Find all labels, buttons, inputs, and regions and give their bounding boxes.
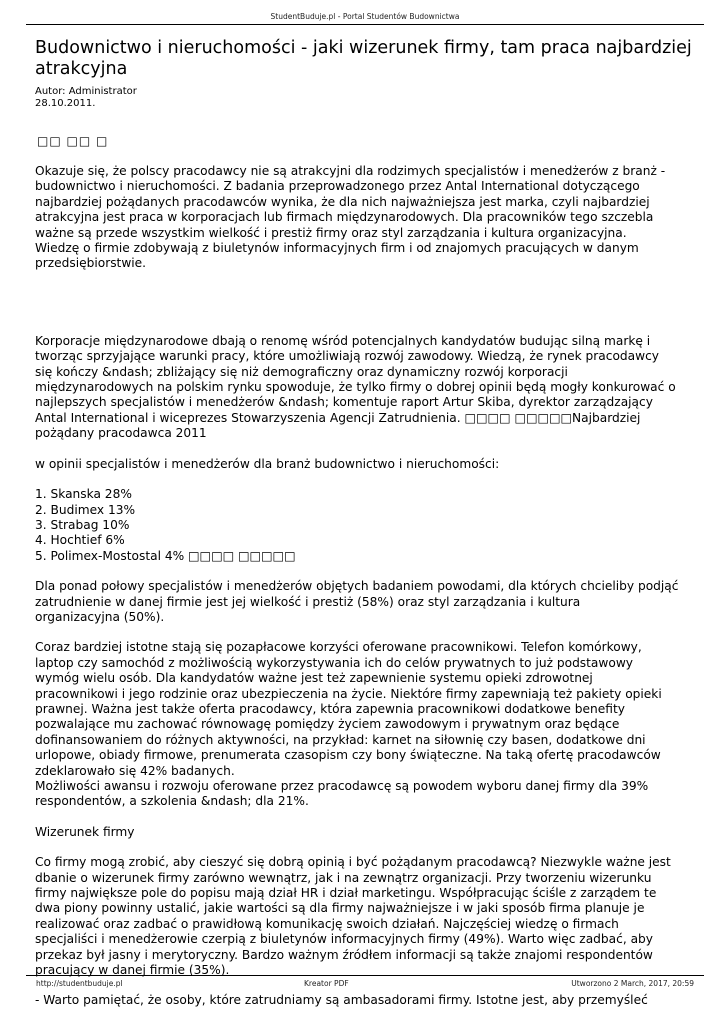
text-line: - Warto pamiętać, że osoby, które zatrudniamy są ambasadorami firmy. Istotne jest, aby przemyśleć bbox=[35, 993, 648, 1008]
spacer bbox=[35, 840, 695, 855]
text-line: dofinansowaniem do różnych aktywności, na przykład: karnet na siłownię czy basen, dodatkowe dni bbox=[35, 732, 646, 747]
text-line: najbardziej pożądanych pracodawców wynika, że dla nich najważniejsza jest marka, czyli najbardziej bbox=[35, 194, 650, 209]
ranking-item: 2. Budimex 13% bbox=[35, 502, 136, 517]
text-line: atrakcyjna jest praca w korporacjach lub firmach międzynarodowych. Dla pracowników tego szczebla bbox=[35, 210, 654, 225]
spacer bbox=[35, 272, 695, 334]
text-line: pozwalające mu zachować równowagę pomiędzy życiem zawodowym i prywatnym oraz będące bbox=[35, 717, 620, 732]
text-line: przedsiębiorstwie. bbox=[35, 256, 147, 271]
text-line: Możliwości awansu i rozwoju oferowane przez pracodawcę są powodem wyboru danej firmy dla 39% bbox=[35, 779, 649, 793]
text-line: dwa piony powinny ustalić, jakie wartości są dla firmy najważniejsze i w jaki sposób firma planuje je bbox=[35, 901, 645, 916]
publish-date: 28.10.2011. bbox=[35, 98, 96, 109]
text-line: prawnej. Ważna jest także oferta pracodawcy, która zapewnia pracownikowi dodatkowe benefity bbox=[35, 701, 625, 716]
missing-glyph-boxes: □□ □□ □ bbox=[37, 134, 109, 148]
text-line: organizacyjna (50%). bbox=[35, 609, 165, 624]
page-footer bbox=[26, 975, 704, 988]
text-line: Antal International i wiceprezes Stowarzyszenia Agencji Zatrudnienia. □□□□ □□□□□Najbardziej bbox=[35, 410, 641, 425]
spacer bbox=[35, 810, 695, 825]
article-title: Budownictwo i nieruchomości - jaki wizerunek firmy, tam praca najbardziej atrakcyjna bbox=[35, 38, 692, 79]
text-line: zdeklarowało się 42% badanych. bbox=[35, 763, 235, 778]
ranking-item: 5. Polimex-Mostostal 4% □□□□ □□□□□ bbox=[35, 548, 296, 563]
spacer bbox=[35, 472, 695, 487]
author: Autor: Administrator bbox=[35, 86, 137, 97]
article-meta bbox=[35, 86, 137, 110]
text-line: dbanie o wizerunek firmy zarówno wewnątrz, jak i na zewnątrz organizacji. Przy tworzeniu wizerunku bbox=[35, 870, 652, 885]
section-heading: Wizerunek firmy bbox=[35, 824, 135, 839]
text-line: Co firmy mogą zrobić, aby cieszyć się dobrą opinią i być pożądanym pracodawcą? Niezwykle ważne jest bbox=[35, 855, 671, 870]
spacer bbox=[35, 442, 695, 457]
footer-url[interactable]: http://studentbuduje.pl bbox=[36, 979, 123, 988]
spacer bbox=[35, 625, 695, 640]
text-line: pracujący w danej firmie (35%). bbox=[35, 963, 230, 978]
text-line: się kończy &ndash; zbliżający się niż demograficzny oraz dynamiczny rozwój korporacji bbox=[35, 364, 568, 379]
text-line: Korporacje międzynarodowe dbają o renomę wśród potencjalnych kandydatów budując silną markę i bbox=[35, 333, 651, 348]
text-line: zatrudnienie w danej firmie jest jej wielkość i prestiż (58%) oraz styl zarządzania i kultura bbox=[35, 594, 581, 609]
ranking-item: 1. Skanska 28% bbox=[35, 487, 132, 502]
text-line: wymóg wielu osób. Dla kandydatów ważne jest też zapewnienie systemu opieki zdrowotnej bbox=[35, 671, 593, 686]
text-line: przekaz był jasny i merytoryczny. Bardzo ważnym źródłem informacji są także znajomi respondentów bbox=[35, 947, 653, 962]
text-line: laptop czy samochód z możliwością wykorzystywania ich do celów prywatnych to już podstawowy bbox=[35, 655, 634, 670]
text-line: Wiedzę o firmie zdobywają z biuletynów informacyjnych firm i od znajomych pracujących w danym bbox=[35, 241, 639, 256]
spacer bbox=[35, 564, 695, 579]
text-line: Coraz bardziej istotne stają się pozapłacowe korzyści oferowane pracownikowi. Telefon komórkowy, bbox=[35, 640, 642, 655]
text-line: realizować oraz zadbać o prawidłową komunikację swoich działań. Najczęściej wiedzę o firmach bbox=[35, 916, 619, 931]
text-line: Okazuje się, że polscy pracodawcy nie są atrakcyjni dla rodzimych specjalistów i menedżerów z branż - bbox=[35, 164, 666, 178]
text-line: najlepszych specjalistów i menedżerów &ndash; komentuje raport Artur Skiba, dyrektor zarządzający bbox=[35, 395, 653, 410]
text-line: tworząc sprzyjające warunki pracy, które umożliwiają rozwój zawodowy. Wiedzą, że rynek pracodawcy bbox=[35, 349, 659, 364]
text-line: firmy największe pole do popisu mają dział HR i dział marketingu. Współpracując ściśle z zarządem te bbox=[35, 886, 657, 901]
text-line: specjaliści i menedżerowie czerpią z biuletynów informacyjnych firmy (49%). Warto więc zadbać, aby bbox=[35, 932, 653, 947]
text-line: Dla ponad połowy specjalistów i menedżerów objętych badaniem powodami, dla których chcieliby podjąć bbox=[35, 579, 679, 594]
site-title: StudentBuduje.pl - Portal Studentów Budownictwa bbox=[270, 12, 460, 21]
ranking-item: 4. Hochtief 6% bbox=[35, 533, 125, 548]
text-line: budownictwo i nieruchomości. Z badania przeprowadzonego przez Antal International dotyczącego bbox=[35, 179, 640, 194]
text-line: pożądany pracodawca 2011 bbox=[35, 426, 207, 441]
text-line: urlopowe, obiady firmowe, prenumerata czasopism czy bony świąteczne. Na taką ofertę pracodawców bbox=[35, 748, 661, 763]
text-line: międzynarodowych na polskim rynku spowoduje, że tylko firmy o dobrej opinii będą mogły konkurować o bbox=[35, 380, 676, 395]
text-line: w opinii specjalistów i menedżerów dla branż budownictwo i nieruchomości: bbox=[35, 456, 500, 471]
ranking-item: 3. Strabag 10% bbox=[35, 517, 130, 532]
text-line: ważne są przede wszystkim wielkość i prestiż firmy oraz styl zarządzania i kultura organizacyjna. bbox=[35, 225, 627, 240]
site-header bbox=[26, 12, 704, 25]
footer-created: Utworzono 2 March, 2017, 20:59 bbox=[571, 979, 694, 988]
footer-generator: Kreator PDF bbox=[304, 979, 349, 988]
article-body bbox=[35, 164, 695, 1009]
text-line: pracownikowi i jego rodzinie oraz ubezpieczenia na życie. Niektóre firmy zapewniają też pakiety opieki bbox=[35, 686, 662, 701]
text-line: respondentów, a szkolenia &ndash; dla 21%. bbox=[35, 794, 309, 809]
